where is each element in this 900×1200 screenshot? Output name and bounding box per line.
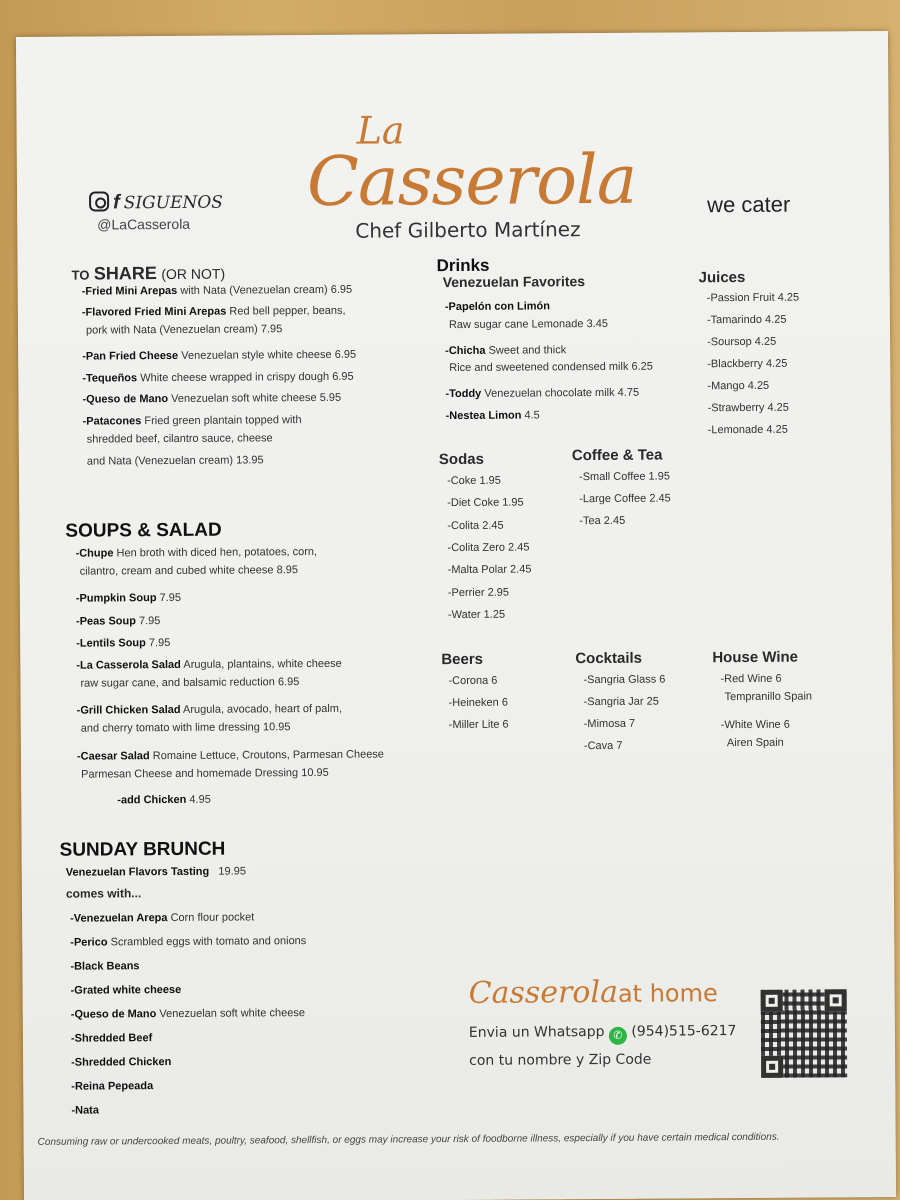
item-name: -Queso de Mano bbox=[82, 393, 169, 406]
item-desc: Venezuelan soft white cheese 5.95 bbox=[167, 391, 342, 406]
item-desc: cilantro, cream and cubed white cheese 8.95 bbox=[79, 564, 299, 578]
menu-item bbox=[449, 360, 653, 376]
wine-title: House Wine bbox=[712, 648, 799, 667]
menu-item bbox=[82, 370, 353, 386]
menu-item: -Corona 6 bbox=[448, 674, 498, 688]
menu-item: -Water 1.25 bbox=[447, 608, 506, 621]
home-logo-name: Casserola bbox=[468, 974, 619, 1011]
item-desc: pork with Nata (Venezuelan cream) 7.95 bbox=[85, 323, 283, 337]
item-desc: 4.95 bbox=[186, 793, 211, 806]
item-desc: shredded beef, cilantro sauce, cheese bbox=[86, 432, 273, 446]
tasting-name: Venezuelan Flavors Tasting bbox=[65, 865, 210, 879]
item-desc: Sweet and thick bbox=[485, 344, 567, 357]
social-handle: @LaCasserola bbox=[97, 215, 191, 233]
item-desc: Rice and sweetened condensed milk 6.25 bbox=[449, 360, 653, 375]
item-name: -Shredded Beef bbox=[70, 1032, 153, 1045]
whatsapp-phone[interactable]: (954)515-6217 bbox=[631, 1023, 737, 1040]
menu-item bbox=[71, 1031, 152, 1046]
item-desc: Arugula, plantains, white cheese bbox=[180, 657, 342, 671]
qr-finder-top-left bbox=[761, 990, 783, 1012]
item-name: -Grill Chicken Salad bbox=[76, 703, 181, 717]
item-name: -Pan Fried Cheese bbox=[82, 349, 179, 363]
menu-item: -Large Coffee 2.45 bbox=[579, 492, 671, 506]
menu-item bbox=[86, 322, 282, 338]
menu-item bbox=[449, 317, 608, 332]
qr-code[interactable] bbox=[761, 989, 848, 1078]
menu-item bbox=[81, 720, 291, 736]
menu-item: Tempranillo Spain bbox=[724, 690, 813, 704]
menu-item bbox=[71, 983, 182, 998]
item-desc: White cheese wrapped in crispy dough 6.95 bbox=[137, 370, 354, 385]
menu-item: -Red Wine 6 bbox=[720, 672, 782, 686]
item-desc: 7.95 bbox=[145, 636, 171, 650]
menu-item: -Colita Zero 2.45 bbox=[447, 541, 530, 554]
menu-item: -Cava 7 bbox=[583, 739, 623, 753]
item-name: -Patacones bbox=[82, 415, 142, 428]
item-name: -Papelón con Limón bbox=[444, 300, 551, 314]
item-desc: Fried green plantain topped with bbox=[141, 414, 302, 428]
item-name: -Lentils Soup bbox=[76, 637, 146, 650]
menu-item bbox=[71, 1006, 305, 1022]
menu-item: -Small Coffee 1.95 bbox=[578, 470, 670, 484]
item-name: -La Casserola Salad bbox=[76, 658, 181, 672]
soups-title: SOUPS & SALAD bbox=[65, 519, 222, 542]
food-safety-disclaimer: Consuming raw or undercooked meats, poultry, seafood, shellfish, or eggs may increase your risk of foodborne illness, especially if you have certain medical conditions. bbox=[37, 1131, 780, 1148]
share-title-small: TO bbox=[71, 267, 90, 283]
menu-item bbox=[117, 793, 211, 808]
menu-item bbox=[70, 910, 254, 926]
menu-item: -Heineken 6 bbox=[448, 696, 508, 710]
item-desc: and cherry tomato with lime dressing 10.95 bbox=[80, 721, 291, 735]
home-at-label: at home bbox=[617, 979, 718, 1008]
item-name: -Nata bbox=[71, 1104, 99, 1117]
menu-item bbox=[77, 702, 342, 718]
at-home-logo bbox=[469, 974, 718, 1011]
coffee-title: Coffee & Tea bbox=[571, 446, 663, 465]
item-name: -Grated white cheese bbox=[70, 983, 182, 997]
whatsapp-line bbox=[469, 1023, 737, 1046]
menu-item: -Sangria Glass 6 bbox=[583, 673, 666, 687]
menu-item: -Diet Coke 1.95 bbox=[447, 496, 524, 510]
menu-item bbox=[71, 1104, 99, 1118]
item-desc: Scrambled eggs with tomato and onions bbox=[107, 935, 307, 949]
menu-item: -Malta Polar 2.45 bbox=[447, 563, 532, 577]
zip-line: con tu nombre y Zip Code bbox=[469, 1051, 652, 1069]
menu-sheet bbox=[16, 31, 896, 1200]
menu-item bbox=[87, 431, 273, 447]
item-name: -Caesar Salad bbox=[76, 750, 150, 763]
menu-item bbox=[446, 408, 540, 423]
chef-name: Chef Gilberto Martínez bbox=[355, 217, 581, 243]
menu-item bbox=[75, 545, 317, 561]
qr-finder-top-right bbox=[825, 989, 847, 1011]
menu-item: -Mimosa 7 bbox=[583, 717, 636, 731]
item-name: -Shredded Chicken bbox=[71, 1055, 172, 1069]
item-desc: Hen broth with diced hen, potatoes, corn, bbox=[113, 545, 318, 560]
menu-item bbox=[445, 299, 550, 314]
tasting-price: 19.95 bbox=[218, 865, 246, 878]
menu-item bbox=[80, 563, 298, 579]
cocktails-title: Cocktails bbox=[575, 649, 643, 668]
menu-item: -Tamarindo 4.25 bbox=[706, 313, 787, 327]
item-name: -Pumpkin Soup bbox=[75, 592, 157, 605]
menu-item bbox=[82, 283, 353, 299]
menu-item: -Perrier 2.95 bbox=[447, 586, 510, 599]
menu-item bbox=[76, 636, 170, 651]
item-desc: Corn flour pocket bbox=[167, 911, 255, 925]
favorites-list bbox=[444, 298, 705, 423]
menu-item bbox=[76, 657, 341, 673]
menu-item bbox=[70, 959, 139, 974]
menu-item bbox=[82, 391, 341, 407]
brunch-list bbox=[70, 909, 410, 1117]
item-name: -Black Beans bbox=[70, 960, 140, 973]
brunch-title: SUNDAY BRUNCH bbox=[59, 838, 226, 861]
item-name: -Queso de Mano bbox=[70, 1008, 157, 1021]
we-cater-label: we cater bbox=[707, 191, 791, 218]
facebook-icon[interactable]: f bbox=[113, 191, 120, 214]
brunch-tasting bbox=[66, 864, 246, 880]
item-name: -Perico bbox=[70, 936, 108, 949]
menu-item: -Passion Fruit 4.25 bbox=[706, 291, 800, 305]
social-links bbox=[89, 191, 223, 215]
menu-item bbox=[445, 343, 566, 358]
item-desc: Venezuelan chocolate milk 4.75 bbox=[481, 386, 640, 400]
brand-logo: Casserola bbox=[306, 140, 637, 223]
social-label: SIGUENOS bbox=[123, 192, 223, 214]
comes-with: comes with... bbox=[65, 886, 142, 901]
item-desc: with Nata (Venezuelan cream) 6.95 bbox=[177, 283, 353, 297]
item-desc: 7.95 bbox=[135, 615, 161, 628]
qr-finder-bottom-left bbox=[761, 1056, 783, 1078]
item-desc: Venezuelan soft white cheese bbox=[156, 1007, 305, 1021]
beers-title: Beers bbox=[441, 650, 484, 669]
menu-item bbox=[82, 304, 346, 320]
menu-item: -Sangria Jar 25 bbox=[583, 695, 659, 709]
instagram-icon[interactable] bbox=[89, 191, 109, 211]
juices-title: Juices bbox=[698, 268, 746, 287]
item-name: -Tequeños bbox=[82, 372, 138, 385]
menu-item bbox=[87, 453, 264, 469]
menu-item bbox=[71, 1055, 171, 1070]
favorites-title: Venezuelan Favorites bbox=[442, 273, 586, 291]
item-desc: Parmesan Cheese and homemade Dressing 10.95 bbox=[81, 766, 329, 781]
menu-item: -Blackberry 4.25 bbox=[707, 357, 788, 371]
menu-item: Airen Spain bbox=[726, 736, 784, 750]
share-title bbox=[72, 263, 226, 285]
item-desc: and Nata (Venezuelan cream) 13.95 bbox=[86, 454, 264, 468]
menu-item bbox=[82, 348, 356, 364]
brand-la: La bbox=[356, 108, 405, 153]
menu-item bbox=[70, 934, 306, 950]
item-desc: Venezuelan style white cheese 6.95 bbox=[178, 348, 357, 362]
item-name: -Peas Soup bbox=[75, 615, 136, 628]
menu-item bbox=[76, 591, 181, 606]
sodas-title: Sodas bbox=[438, 450, 484, 469]
item-name: -Reina Pepeada bbox=[71, 1080, 154, 1093]
menu-item: -Miller Lite 6 bbox=[448, 718, 509, 732]
menu-item bbox=[445, 386, 639, 402]
menu-item: -Colita 2.45 bbox=[447, 519, 504, 532]
menu-item bbox=[76, 614, 160, 629]
share-title-big: SHARE bbox=[93, 263, 157, 284]
menu-item bbox=[71, 1079, 153, 1094]
item-desc: Arugula, avocado, heart of palm, bbox=[180, 702, 343, 716]
item-desc: 7.95 bbox=[156, 591, 182, 605]
whatsapp-icon[interactable]: ✆ bbox=[609, 1027, 627, 1045]
item-name: -Toddy bbox=[445, 387, 482, 401]
share-title-sub: (OR NOT) bbox=[161, 265, 226, 283]
menu-item: -Tea 2.45 bbox=[579, 514, 626, 528]
menu-item: -Lemonade 4.25 bbox=[707, 423, 788, 437]
drinks-title: Drinks bbox=[436, 255, 490, 276]
whatsapp-prefix: Envia un Whatsapp bbox=[468, 1023, 605, 1041]
item-name: -Chupe bbox=[75, 547, 114, 560]
item-desc: 4.5 bbox=[521, 409, 540, 422]
item-desc: Red bell pepper, beans, bbox=[226, 304, 346, 318]
menu-item bbox=[77, 748, 384, 764]
menu-item: -Strawberry 4.25 bbox=[707, 401, 789, 415]
menu-item: -Soursop 4.25 bbox=[707, 335, 777, 349]
menu-item: -Coke 1.95 bbox=[447, 474, 501, 488]
menu-item: -Mango 4.25 bbox=[707, 379, 770, 393]
item-name: -Flavored Fried Mini Arepas bbox=[81, 305, 227, 319]
item-name: -add Chicken bbox=[117, 793, 187, 807]
item-name: -Chicha bbox=[445, 344, 486, 358]
item-desc: Romaine Lettuce, Croutons, Parmesan Cheese bbox=[149, 748, 384, 763]
item-name: -Fried Mini Arepas bbox=[81, 284, 178, 298]
menu-item: -White Wine 6 bbox=[720, 718, 790, 732]
item-desc: raw sugar cane, and balsamic reduction 6.95 bbox=[80, 676, 300, 690]
menu-item bbox=[80, 675, 299, 691]
soups-list bbox=[75, 544, 435, 807]
item-desc: Raw sugar cane Lemonade 3.45 bbox=[448, 317, 608, 332]
menu-item bbox=[81, 766, 329, 782]
menu-item bbox=[83, 413, 302, 429]
item-name: -Nestea Limon bbox=[445, 409, 522, 423]
item-name: -Venezuelan Arepa bbox=[70, 912, 168, 925]
